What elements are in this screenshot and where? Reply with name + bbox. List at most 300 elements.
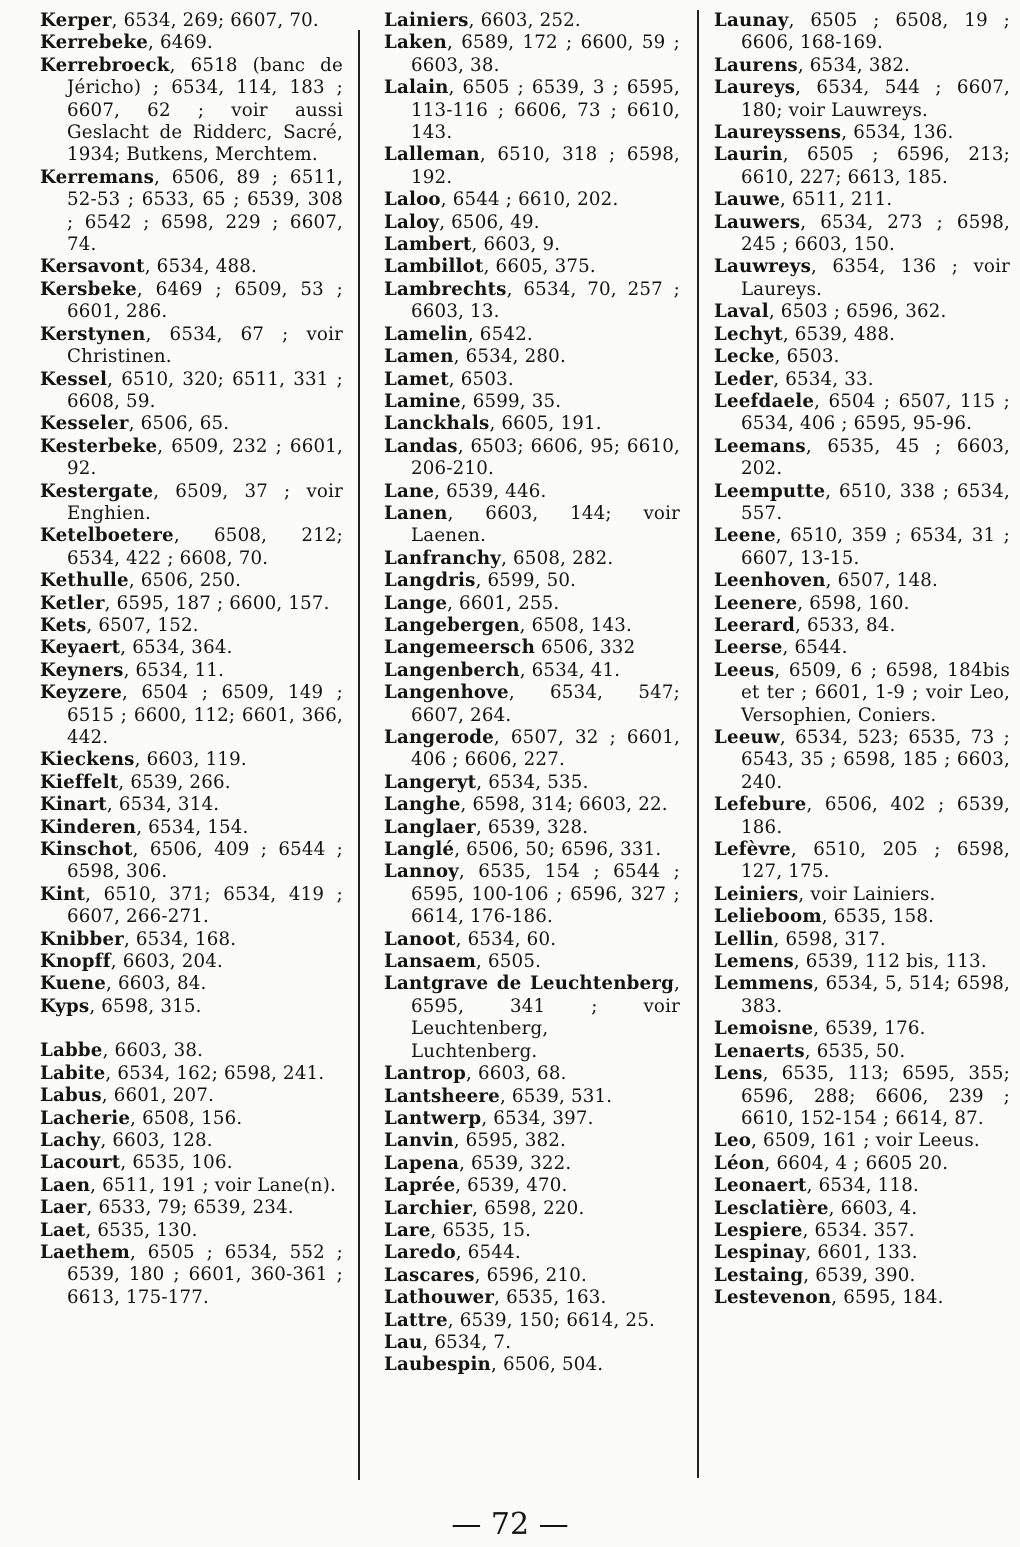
index-entry-references: , 6595, 341 ; voir Leuchtenberg, Luchtenberg. <box>411 973 680 1062</box>
index-entry <box>40 525 343 570</box>
index-entry <box>40 32 343 54</box>
index-entry-references: , 6503 ; 6596, 362. <box>768 301 947 323</box>
index-entry-name: Kerstynen <box>40 323 146 345</box>
index-entry <box>714 884 1010 906</box>
index-entry-references: , 6503; 6606, 95; 6610, 206-210. <box>411 435 680 480</box>
index-entry-name: Laurens <box>714 54 798 76</box>
index-entry <box>40 1040 343 1062</box>
index-entry-name: Leder <box>714 368 774 390</box>
index-entry <box>40 1130 343 1152</box>
index-entry <box>384 929 680 951</box>
index-entry <box>714 1287 1010 1309</box>
index-entry-references: , 6535, 45 ; 6603, 202. <box>741 435 1010 480</box>
index-entry <box>384 548 680 570</box>
index-entry-name: Lantsheere <box>384 1085 500 1107</box>
index-entry <box>40 951 343 973</box>
index-entry <box>714 346 1010 368</box>
index-entry <box>714 973 1010 1018</box>
index-entry-references: , 6603, 68. <box>466 1063 567 1085</box>
index-entry-references: , 6510, 371; 6534, 419 ; 6607, 266-271. <box>67 883 343 928</box>
index-entry-references: , 6603, 252. <box>468 10 581 31</box>
index-entry-name: Langenhove <box>384 682 509 704</box>
index-entry-references: , 6539, 488. <box>782 323 896 345</box>
index-entry-references: , 6534, 154. <box>136 816 249 838</box>
index-entry-references: , 6535, 158. <box>821 906 935 928</box>
index-entry-name: Kesterbeke <box>40 435 158 457</box>
index-entry <box>40 481 343 526</box>
index-entry <box>40 570 343 592</box>
index-entry <box>714 906 1010 928</box>
index-entry-references: , 6534, 60. <box>455 928 557 950</box>
index-entry <box>384 1265 680 1287</box>
index-entry <box>714 660 1010 727</box>
index-entry-references: , 6534, 269; 6607, 70. <box>111 10 319 31</box>
index-entry-name: Lauwreys <box>714 256 812 278</box>
index-entry-name: Kestergate <box>40 480 154 502</box>
index-entry-references: , 6603, 204. <box>110 951 224 973</box>
index-entry-name: Kieffelt <box>40 771 119 793</box>
index-entry-references: , 6510, 338 ; 6534, 557. <box>741 480 1010 524</box>
index-entry-references: , 6533, 84. <box>795 614 896 636</box>
index-entry <box>384 570 680 592</box>
index-entry-references: , 6506, 50; 6596, 331. <box>454 839 662 861</box>
index-entry <box>384 212 680 234</box>
index-entry-name: Laureys <box>714 77 796 99</box>
index-entry-references: , 6505 ; 6539, 3 ; 6595, 113-116 ; 6606, 73 ; 6610, 143. <box>411 77 680 144</box>
index-entry <box>384 346 680 368</box>
index-entry <box>384 772 680 794</box>
index-entry <box>384 1354 680 1376</box>
index-entry-references: , 6539, 328. <box>475 816 589 838</box>
index-entry-references: , 6601, 255. <box>447 592 560 614</box>
index-entry-references: , 6534, 488. <box>144 256 258 278</box>
index-entry-references: , 6604, 4 ; 6605 20. <box>764 1152 949 1174</box>
index-entry-name: Laen <box>40 1174 91 1196</box>
index-column-2 <box>384 10 680 1377</box>
index-entry-name: Laval <box>714 301 769 323</box>
index-entry <box>40 794 343 816</box>
index-entry-references: , 6595, 184. <box>831 1287 944 1309</box>
index-entry-references: , 6469. <box>147 32 214 54</box>
index-entry <box>40 1220 343 1242</box>
index-entry <box>40 749 343 771</box>
index-entry-references: , 6507, 148. <box>825 570 938 592</box>
index-entry-references: , 6603, 4. <box>828 1197 918 1219</box>
index-entry-references: , 6534, 280. <box>453 346 566 368</box>
index-entry <box>714 1265 1010 1287</box>
index-entry-name: Langebergen <box>384 614 520 636</box>
index-entry-references: , 6518 (banc de Jéricho) ; 6534, 114, 183 ; 6607, 62 ; voir aussi Geslacht de Ridderc, Sacré, 1934; Butkens, Merchtem. <box>67 54 343 166</box>
index-entry-references: , 6535, 113; 6595, 355; 6596, 288; 6606, 239 ; 6610, 152-154 ; 6614, 87. <box>741 1063 1010 1129</box>
index-entry-name: Langenberch <box>384 659 520 681</box>
index-entry-references: , 6539, 266. <box>118 771 231 793</box>
index-entry-name: Landas <box>384 435 458 457</box>
index-entry-references: , 6603, 38. <box>102 1040 204 1062</box>
index-entry-name: Kerrebroeck <box>40 54 170 76</box>
index-entry-references: , 6505 ; 6508, 19 ; 6606, 168-169. <box>741 10 1010 54</box>
index-entry-name: Laredo <box>384 1242 456 1264</box>
index-entry-name: Kyps <box>40 995 90 1017</box>
index-entry-name: Leonaert <box>714 1175 807 1197</box>
index-entry-name: Laurin <box>714 144 783 166</box>
index-entry-references: , 6535, 130. <box>85 1219 198 1241</box>
index-entry-references: , 6505 ; 6534, 552 ; 6539, 180 ; 6601, 360-361 ; 6613, 175-177. <box>67 1241 343 1308</box>
index-entry-name: Leefdaele <box>714 390 815 412</box>
index-entry-name: Leo <box>714 1130 752 1152</box>
index-entry-references: , 6506, 409 ; 6544 ; 6598, 306. <box>67 839 343 883</box>
index-entry-references: , 6539, 531. <box>499 1085 613 1107</box>
index-entry <box>40 369 343 414</box>
index-entry-name: Lanen <box>384 502 448 524</box>
index-entry <box>384 1153 680 1175</box>
index-entry-name: Laer <box>40 1197 87 1219</box>
index-entry-name: Kesseler <box>40 413 129 435</box>
index-entry <box>384 481 680 503</box>
index-entry <box>40 1085 343 1107</box>
index-entry <box>384 660 680 682</box>
index-entry <box>714 1220 1010 1242</box>
index-entry-name: Laureyssens <box>714 122 842 144</box>
index-entry-name: Kinschot <box>40 839 133 861</box>
index-entry <box>40 256 343 278</box>
index-entry-name: Lambillot <box>384 256 484 278</box>
index-entry-name: Laet <box>40 1219 86 1241</box>
index-entry-name: Lascares <box>384 1264 475 1286</box>
index-entry <box>384 727 680 772</box>
index-entry <box>40 682 343 749</box>
index-entry-references: , 6509, 232 ; 6601, 92. <box>67 435 343 480</box>
index-entry-references: , 6509, 161 ; voir Leeus. <box>751 1130 980 1152</box>
index-entry <box>384 817 680 839</box>
index-entry-references: , 6506, 49. <box>439 211 540 233</box>
index-entry-name: Lechyt <box>714 323 783 345</box>
index-entry-references: , 6507, 152. <box>86 614 199 636</box>
index-entry-name: Kersbeke <box>40 278 137 300</box>
index-entry-name: Laethem <box>40 1241 130 1263</box>
index-entry-references: , 6508, 156. <box>130 1107 243 1129</box>
index-entry <box>384 1063 680 1085</box>
index-entry <box>384 189 680 211</box>
index-entry <box>714 1018 1010 1040</box>
index-entry <box>40 55 343 167</box>
index-entry <box>714 212 1010 257</box>
index-entry-name: Lacourt <box>40 1152 121 1174</box>
index-entry-name: Knibber <box>40 928 124 950</box>
index-entry-references: , 6534, 544 ; 6607, 180; voir Lauwreys. <box>741 77 1010 121</box>
index-entry-name: Leenere <box>714 592 798 614</box>
index-entry-references: , 6598, 314; 6603, 22. <box>460 794 668 816</box>
index-entry <box>384 391 680 413</box>
index-entry-name: Laubespin <box>384 1354 491 1376</box>
index-entry-references: , 6510, 205 ; 6598, 127, 175. <box>741 839 1010 883</box>
index-entry <box>40 772 343 794</box>
index-entry <box>384 951 680 973</box>
index-entry <box>714 637 1010 659</box>
column-divider-1 <box>358 30 360 1480</box>
index-entry-name: Lenaerts <box>714 1040 805 1062</box>
index-entry-name: Lefebure <box>714 794 807 816</box>
index-entry-references: , 6503. <box>774 346 840 368</box>
index-entry <box>40 593 343 615</box>
index-entry-references: , 6598, 317. <box>773 928 886 950</box>
index-entry-name: Kersavont <box>40 256 145 278</box>
index-entry-name: Lanoot <box>384 928 456 950</box>
index-entry-name: Lattre <box>384 1309 448 1331</box>
index-entry-name: Leeus <box>714 659 775 681</box>
index-entry <box>40 817 343 839</box>
index-entry <box>384 1220 680 1242</box>
index-entry <box>384 436 680 481</box>
index-entry <box>40 615 343 637</box>
index-entry-references: , 6534, 136. <box>841 122 954 144</box>
index-entry-references: , 6508, 212; 6534, 422 ; 6608, 70. <box>67 525 343 569</box>
index-entry-references: , 6539, 446. <box>434 480 547 502</box>
index-entry-references: , 6534, 41. <box>519 659 621 681</box>
index-entry-references: , 6511, 191 ; voir Lane(n). <box>90 1174 336 1196</box>
index-entry-references: , 6603, 128. <box>100 1129 213 1151</box>
index-entry <box>714 929 1010 951</box>
index-entry-name: Lannoy <box>384 861 459 883</box>
index-entry-references: , 6534. 357. <box>802 1219 915 1241</box>
index-entry-name: Labus <box>40 1085 102 1107</box>
index-entry-name: Keyzere <box>40 682 123 704</box>
index-entry-name: Lens <box>714 1063 763 1085</box>
index-entry <box>384 682 680 727</box>
index-entry-references: , 6535, 15. <box>430 1219 532 1241</box>
index-entry-references: , 6539, 470. <box>455 1175 568 1197</box>
index-entry <box>714 1242 1010 1264</box>
index-entry-references: , 6534, 314. <box>106 794 220 816</box>
index-entry <box>384 1198 680 1220</box>
index-entry-name: Lespinay <box>714 1242 806 1264</box>
index-entry-name: Labite <box>40 1062 106 1084</box>
index-entry-name: Lemmens <box>714 973 814 995</box>
index-entry <box>384 1130 680 1152</box>
index-entry-references: , 6539, 322. <box>459 1152 572 1174</box>
index-entry-name: Léon <box>714 1152 765 1174</box>
index-entry <box>40 839 343 884</box>
index-entry <box>40 1242 343 1309</box>
index-entry-references: , 6503. <box>448 368 514 390</box>
index-entry <box>714 794 1010 839</box>
index-entry-name: Lare <box>384 1219 431 1241</box>
index-entry-name: Lantrop <box>384 1063 467 1085</box>
index-entry-references: , 6508, 282. <box>501 547 614 569</box>
index-entry-name: Lanvin <box>384 1130 454 1152</box>
index-entry-references: , 6507, 32 ; 6601, 406 ; 6606, 227. <box>411 727 680 771</box>
index-entry-references: , 6598, 160. <box>797 592 910 614</box>
index-entry <box>40 929 343 951</box>
index-entry-references: , 6534, 523; 6535, 73 ; 6543, 35 ; 6598, 185 ; 6603, 240. <box>741 727 1010 793</box>
index-entry-references: , 6539, 390. <box>803 1264 916 1286</box>
index-entry-references: 6506, 332 <box>535 637 636 659</box>
index-entry-references: , 6469 ; 6509, 53 ; 6601, 286. <box>67 278 343 323</box>
index-entry-references: , 6603, 9. <box>471 234 561 256</box>
index-entry <box>384 615 680 637</box>
index-entry <box>714 1063 1010 1130</box>
index-entry <box>384 234 680 256</box>
index-entry-name: Lecke <box>714 346 775 368</box>
index-entry-references: , 6539, 112 bis, 113. <box>793 951 987 973</box>
index-entry <box>384 973 680 1063</box>
index-entry-name: Kuene <box>40 973 106 995</box>
index-entry <box>714 1041 1010 1063</box>
index-entry-name: Laloy <box>384 211 440 233</box>
index-entry-name: Knopff <box>40 951 111 973</box>
index-entry <box>714 55 1010 77</box>
index-entry-name: Lespiere <box>714 1219 803 1241</box>
index-entry-references: , 6601, 207. <box>101 1085 215 1107</box>
index-entry-references: , 6505. <box>476 951 542 973</box>
index-entry-name: Leerse <box>714 637 783 659</box>
index-entry-name: Lauwers <box>714 211 801 233</box>
index-entry-name: Lachy <box>40 1129 101 1151</box>
index-entry-name: Lelieboom <box>714 906 822 928</box>
index-entry-name: Laprée <box>384 1175 456 1197</box>
index-entry <box>40 279 343 324</box>
index-entry-references: , 6509, 37 ; voir Enghien. <box>67 480 343 524</box>
index-entry-name: Labbe <box>40 1040 103 1062</box>
index-entry-references: , 6535, 50. <box>804 1040 906 1062</box>
index-entry <box>714 391 1010 436</box>
index-entry <box>714 324 1010 346</box>
index-entry-references: , 6534, 118. <box>806 1175 919 1197</box>
index-entry-name: Langhe <box>384 794 461 816</box>
index-entry-references: , 6535, 106. <box>120 1152 233 1174</box>
index-entry <box>384 1287 680 1309</box>
index-entry-name: Leene <box>714 525 776 547</box>
index-entry-name: Ketelboetere <box>40 525 174 547</box>
index-entry-references: , 6601, 133. <box>805 1242 918 1264</box>
index-entry-name: Larchier <box>384 1197 473 1219</box>
index-entry <box>714 1153 1010 1175</box>
section-gap <box>40 1018 343 1040</box>
index-entry-references: , 6534, 547; 6607, 264. <box>411 682 680 726</box>
index-entry-name: Kerrebeke <box>40 32 148 54</box>
index-entry-references: , 6598, 220. <box>472 1197 585 1219</box>
index-entry-name: Lambert <box>384 234 472 256</box>
index-entry <box>40 413 343 435</box>
index-entry-references: , 6535, 154 ; 6544 ; 6595, 100-106 ; 6596, 327 ; 6614, 176-186. <box>411 861 680 928</box>
index-entry <box>714 839 1010 884</box>
index-entry <box>714 122 1010 144</box>
index-entry-name: Laloo <box>384 189 441 211</box>
index-entry-references: , 6505 ; 6596, 213; 6610, 227; 6613, 185. <box>741 144 1010 188</box>
index-entry-name: Lesclatière <box>714 1197 829 1219</box>
index-entry-references: , 6506, 250. <box>128 570 242 592</box>
index-entry <box>384 1086 680 1108</box>
index-entry-references: , 6534, 67 ; voir Christinen. <box>67 323 343 368</box>
index-entry-name: Lestevenon <box>714 1287 832 1309</box>
index-entry-references: , 6508, 143. <box>519 614 632 636</box>
index-entry <box>714 593 1010 615</box>
index-entry-references: , 6539, 176. <box>813 1018 926 1040</box>
index-entry-references: , 6534, 535. <box>476 771 589 793</box>
index-entry <box>40 884 343 929</box>
index-entry <box>40 10 343 32</box>
index-entry-name: Leenhoven <box>714 570 826 592</box>
index-entry-references: , 6510, 318 ; 6598, 192. <box>411 144 680 188</box>
index-entry-name: Lange <box>384 592 448 614</box>
index-entry-name: Kieckens <box>40 749 135 771</box>
index-entry-name: Lambrechts <box>384 278 507 300</box>
index-entry-references: , 6533, 79; 6539, 234. <box>86 1197 294 1219</box>
index-entry-name: Langlé <box>384 839 455 861</box>
index-entry-references: , 6534, 364. <box>120 637 233 659</box>
index-entry-references: , 6534, 11. <box>123 659 225 681</box>
index-entry-name: Lalain <box>384 77 449 99</box>
index-entry <box>384 1175 680 1197</box>
index-entry-references: , voir Lainiers. <box>798 883 936 905</box>
index-entry <box>384 369 680 391</box>
index-entry <box>40 996 343 1018</box>
index-entry <box>40 1175 343 1197</box>
index-entry-name: Kerremans <box>40 166 155 188</box>
index-entry-name: Launay <box>714 10 789 31</box>
index-entry <box>40 1108 343 1130</box>
index-entry <box>40 324 343 369</box>
column-divider-2 <box>697 10 699 1478</box>
index-entry <box>714 436 1010 481</box>
index-entry-name: Langerode <box>384 727 494 748</box>
index-entry <box>714 1198 1010 1220</box>
index-entry-name: Lapena <box>384 1152 460 1174</box>
index-entry-references: , 6506, 504. <box>490 1354 604 1376</box>
index-entry-name: Lainiers <box>384 10 469 31</box>
index-entry-name: Langeryt <box>384 771 477 793</box>
index-entry <box>714 189 1010 211</box>
index-entry-references: , 6534, 70, 257 ; 6603, 13. <box>411 278 680 323</box>
index-entry <box>714 256 1010 301</box>
index-entry-references: , 6506, 65. <box>128 413 230 435</box>
index-entry-name: Ketler <box>40 592 105 614</box>
index-entry-name: Kethulle <box>40 570 129 592</box>
index-entry-references: , 6534, 162; 6598, 241. <box>105 1062 325 1084</box>
index-entry-name: Lathouwer <box>384 1287 495 1309</box>
index-entry-name: Lefèvre <box>714 839 791 861</box>
index-entry-references: , 6504 ; 6509, 149 ; 6515 ; 6600, 112; 6601, 366, 442. <box>67 682 343 748</box>
index-entry-name: Langdris <box>384 570 476 592</box>
index-entry-name: Laken <box>384 32 447 54</box>
index-entry-name: Leemputte <box>714 480 826 502</box>
index-entry-name: Lamen <box>384 346 454 368</box>
index-entry-references: , 6542. <box>467 323 533 345</box>
index-entry <box>384 256 680 278</box>
index-entry-name: Lacherie <box>40 1107 131 1129</box>
page-number: — 72 — <box>451 1507 569 1542</box>
index-entry-name: Leiniers <box>714 883 799 905</box>
index-entry <box>714 1175 1010 1197</box>
index-entry-references: , 6605, 375. <box>483 256 596 278</box>
index-entry-references: , 6603, 144; voir Laenen. <box>411 502 680 547</box>
index-entry <box>384 324 680 346</box>
index-entry-references: , 6599, 35. <box>460 390 562 412</box>
index-entry <box>40 660 343 682</box>
index-entry-name: Kets <box>40 614 87 636</box>
index-entry <box>384 839 680 861</box>
index-entry-references: , 6544. <box>455 1242 521 1264</box>
index-entry <box>40 167 343 257</box>
index-entry <box>714 525 1010 570</box>
index-entry-name: Lalleman <box>384 144 480 166</box>
index-entry <box>714 369 1010 391</box>
index-entry <box>40 1197 343 1219</box>
index-entry-references: , 6534, 33. <box>773 368 874 390</box>
index-entry-name: Lamet <box>384 368 449 390</box>
index-entry-name: Kessel <box>40 368 108 390</box>
index-entry-references: , 6595, 382. <box>453 1130 567 1152</box>
index-entry-name: Lantwerp <box>384 1107 482 1129</box>
